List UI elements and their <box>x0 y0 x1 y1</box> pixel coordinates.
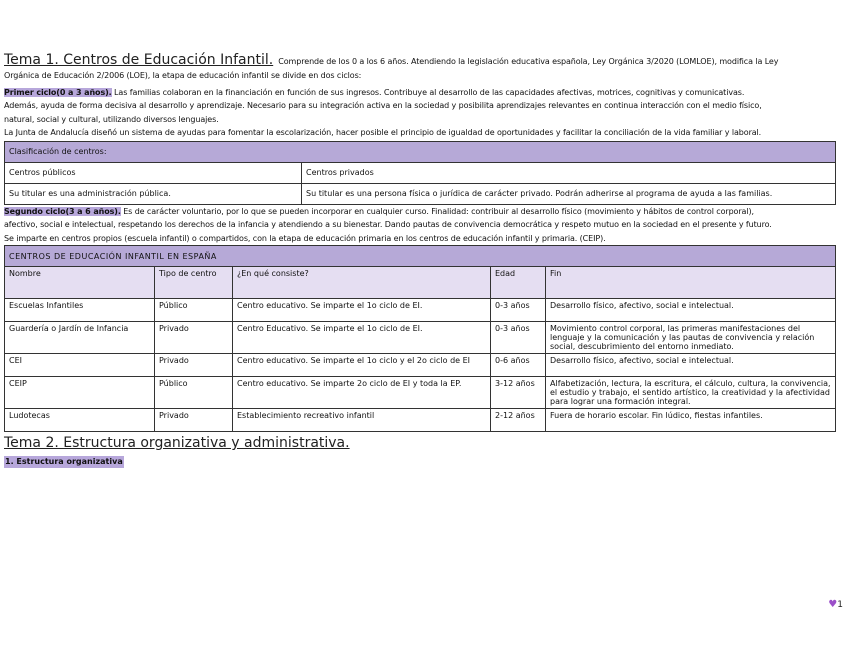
cell-nombre: CEIP <box>5 377 155 409</box>
segundo-ciclo-text3: Se imparte en centros propios (escuela infantil) o compartidos, con la etapa de educación primaria en los centros de educación infantil y primaria. (CEIP). <box>4 233 606 243</box>
cell-edad: 2-12 años <box>491 409 546 432</box>
centros-table <box>4 245 836 432</box>
primer-ciclo-label: Primer ciclo(0 a 3 años). <box>4 87 112 97</box>
centros-table-title: CENTROS DE EDUCACIÓN INFANTIL EN ESPAÑA <box>5 246 836 267</box>
centros-privados-label: Centros privados <box>302 162 836 183</box>
cell-tipo: Público <box>155 377 233 409</box>
centros-publicos-desc: Su titular es una administración pública. <box>5 183 302 204</box>
cell-tipo: Privado <box>155 409 233 432</box>
col-header-tipo: Tipo de centro <box>155 267 233 299</box>
clasificacion-header: Clasificación de centros: <box>5 141 836 162</box>
tema2-subheading: 1. Estructura organizativa <box>5 457 123 466</box>
cell-nombre: Ludotecas <box>5 409 155 432</box>
table-row <box>5 354 836 377</box>
document-page <box>4 50 840 468</box>
tema1-title-line <box>4 50 840 69</box>
primer-ciclo-paragraph <box>4 86 840 100</box>
cell-consiste: Establecimiento recreativo infantil <box>233 409 491 432</box>
cell-nombre: CEI <box>5 354 155 377</box>
cell-edad: 0-6 años <box>491 354 546 377</box>
cell-consiste: Centro Educativo. Se imparte el 1o ciclo de EI. <box>233 322 491 354</box>
segundo-ciclo-text2: afectivo, social e intelectual, respetando los derechos de la infancia y atendiendo a su bienestar. Dando pautas de convivencia democrática y respeto mutuo en la sociedad en el presente y futuro. <box>4 220 772 229</box>
page-number <box>828 599 843 610</box>
primer-ciclo-text2: Además, ayuda de forma decisiva al desarrollo y aprendizaje. Necesario para su integración activa en la sociedad y posibilita aprendizajes relevantes en continua interacción con el medio físico, <box>4 101 762 110</box>
cell-fin: Desarrollo físico, afectivo, social e intelectual. <box>546 354 836 377</box>
table-row <box>5 322 836 354</box>
col-header-consiste: ¿En qué consiste? <box>233 267 491 299</box>
cell-edad: 3-12 años <box>491 377 546 409</box>
cell-nombre: Escuelas Infantiles <box>5 299 155 322</box>
cell-consiste: Centro educativo. Se imparte el 1o ciclo y el 2o ciclo de EI <box>233 354 491 377</box>
cell-fin: Alfabetización, lectura, la escritura, el cálculo, cultura, la convivencia, el estudio y trabajo, el sentido artístico, la creatividad y la afectividad para lograr una formación integral. <box>546 377 836 409</box>
centros-publicos-label: Centros públicos <box>5 162 302 183</box>
col-header-nombre: Nombre <box>5 267 155 299</box>
cell-edad: 0-3 años <box>491 299 546 322</box>
cell-fin: Desarrollo físico, afectivo, social e intelectual. <box>546 299 836 322</box>
segundo-ciclo-label: Segundo ciclo(3 a 6 años). <box>4 206 121 216</box>
primer-ciclo-text4: La Junta de Andalucía diseñó un sistema de ayudas para fomentar la escolarización, hacer posible el principio de igualdad de oportunidades y facilitar la conciliación de la vida familiar y laboral. <box>4 128 762 137</box>
primer-ciclo-text1: Las familias colaboran en la financiación en función de sus ingresos. Contribuye al desarrollo de las capacidades afectivas, motrices, cognitivas y comunicativas. <box>111 87 745 97</box>
table-row <box>5 377 836 409</box>
segundo-ciclo-text1: Es de carácter voluntario, por lo que se pueden incorporar en cualquier curso. Finalidad: contribuir al desarrollo físico (movimiento y hábitos de control corporal), <box>120 206 754 216</box>
cell-nombre: Guardería o Jardín de Infancia <box>5 322 155 354</box>
cell-fin: Movimiento control corporal, las primeras manifestaciones del lenguaje y la comunicación y las pautas de convivencia y relación social, descubrimiento del entorno inmediato. <box>546 322 836 354</box>
cell-consiste: Centro educativo. Se imparte 2o ciclo de EI y toda la EP. <box>233 377 491 409</box>
cell-tipo: Público <box>155 299 233 322</box>
page-number-value: 1 <box>837 600 843 610</box>
tema2-title: Tema 2. Estructura organizativa y administrativa. <box>4 435 350 451</box>
cell-consiste: Centro educativo. Se imparte el 1o ciclo de EI. <box>233 299 491 322</box>
primer-ciclo-text3: natural, social y cultural, utilizando diversos lenguajes. <box>4 114 219 124</box>
cell-edad: 0-3 años <box>491 322 546 354</box>
clasificacion-table <box>4 141 836 205</box>
tema1-title: Tema 1. Centros de Educación Infantil. <box>4 52 274 68</box>
tema2-title-line <box>4 432 840 453</box>
table-row <box>5 409 836 432</box>
centros-privados-desc: Su titular es una persona física o jurídica de carácter privado. Podrán adherirse al programa de ayuda a las familias. <box>302 183 836 204</box>
cell-tipo: Privado <box>155 354 233 377</box>
col-header-fin: Fin <box>546 267 836 299</box>
segundo-ciclo-paragraph <box>4 205 840 219</box>
col-header-edad: Edad <box>491 267 546 299</box>
heart-icon: ♥ <box>828 599 838 610</box>
cell-fin: Fuera de horario escolar. Fin lúdico, fiestas infantiles. <box>546 409 836 432</box>
tema1-intro-line1: Comprende de los 0 a los 6 años. Atendiendo la legislación educativa española, Ley Orgánica 3/2020 (LOMLOE), modifica la Ley <box>278 57 779 66</box>
table-row <box>5 299 836 322</box>
tema1-intro-line2: Orgánica de Educación 2/2006 (LOE), la etapa de educación infantil se divide en dos ciclos: <box>4 71 362 80</box>
tema2-sub-line <box>4 453 840 468</box>
cell-tipo: Privado <box>155 322 233 354</box>
